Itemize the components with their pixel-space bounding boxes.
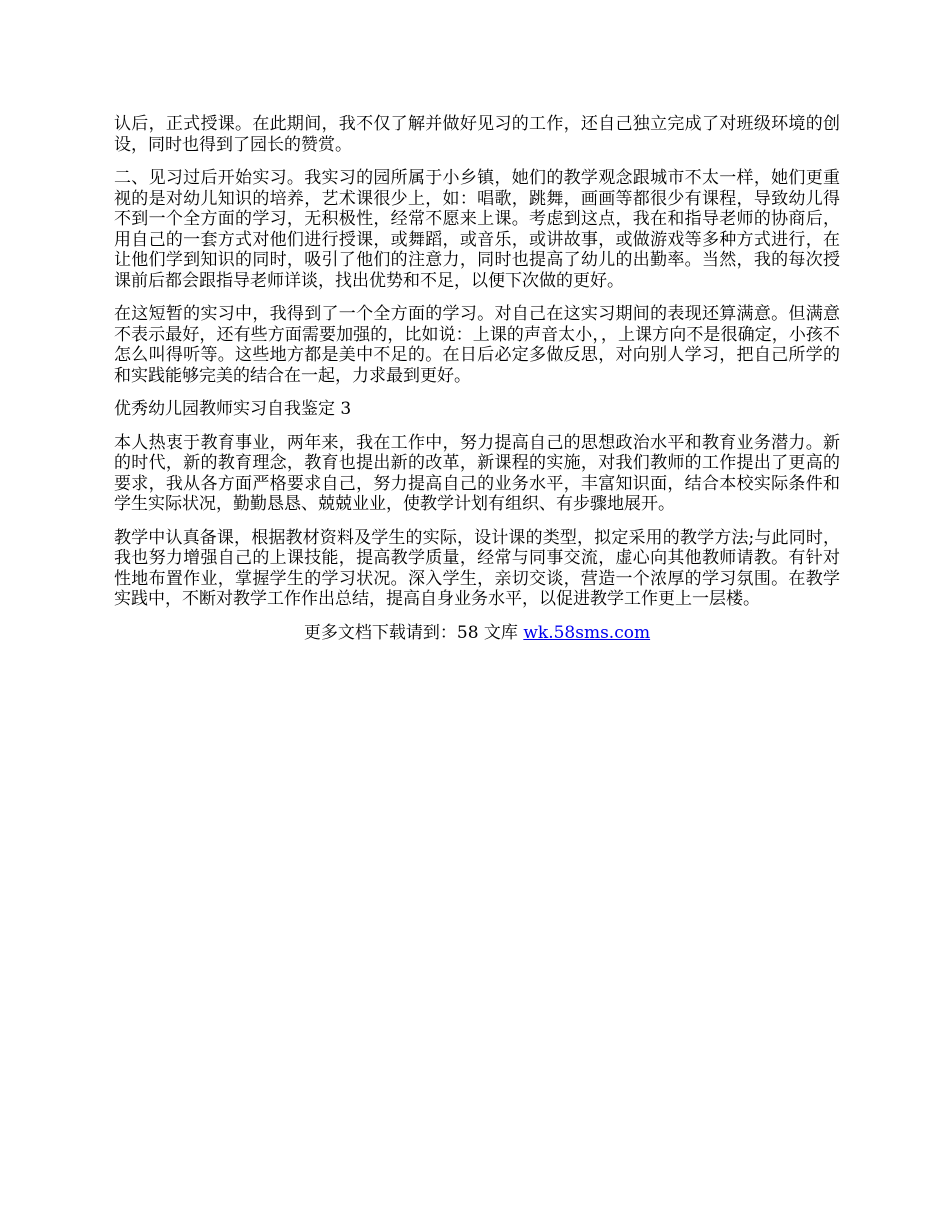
section-title: 优秀幼儿园教师实习自我鉴定 3 [114,399,352,419]
paragraph-5: 教学中认真备课，根据教材资料及学生的实际，设计课的类型，拟定采用的教学方法;与此同时，我也努力增强自己的上课技能，提高教学质量，经常与同事交流，虚心向其他教师请教。有针对性地布置作业，掌握学生的学习状况。深入学生，亲切交谈，营造一个浓厚的学习氛围。在教学实践中，不断对教学工作作出总结，提高自身业务水平，以促进教学工作更上一层楼。 [114,527,840,609]
paragraph-2: 二、见习过后开始实习。我实习的园所属于小乡镇，她们的教学观念跟城市不太一样，她们更重视的是对幼儿知识的培养，艺术课很少上，如：唱歌，跳舞，画画等都很少有课程，导致幼儿得不到一个全方面的学习，无积极性，经常不愿来上课。考虑到这点，我在和指导老师的协商后，用自己的一套方式对他们进行授课，或舞蹈，或音乐，或讲故事，或做游戏等多种方式进行，在让他们学到知识的同时，吸引了他们的注意力，同时也提高了幼儿的出勤率。当然，我的每次授课前后都会跟指导老师详谈，找出优势和不足，以便下次做的更好。 [114,168,840,291]
footer [114,623,840,644]
document-page [114,114,840,643]
paragraph-3: 在这短暂的实习中，我得到了一个全方面的学习。对自己在这实习期间的表现还算满意。但满意不表示最好，还有些方面需要加强的，比如说：上课的声音太小，，上课方向不是很确定，小孩不怎么叫得听等。这些地方都是美中不足的。在日后必定多做反思，对向别人学习，把自己所学的和实践能够完美的结合在一起，力求最到更好。 [114,304,840,386]
footer-link[interactable]: wk.58sms.com [523,622,651,643]
footer-text: 更多文档下载请到：58 文库 [303,622,524,643]
paragraph-4: 本人热衷于教育事业，两年来，我在工作中，努力提高自己的思想政治水平和教育业务潜力。新的时代，新的教育理念，教育也提出新的改革，新课程的实施，对我们教师的工作提出了更高的要求，我从各方面严格要求自己，努力提高自己的业务水平，丰富知识面，结合本校实际条件和学生实际状况，勤勤恳恳、兢兢业业，使教学计划有组织、有步骤地展开。 [114,432,840,514]
paragraph-1: 认后，正式授课。在此期间，我不仅了解并做好见习的工作，还自己独立完成了对班级环境的创设，同时也得到了园长的赞赏。 [114,114,840,155]
